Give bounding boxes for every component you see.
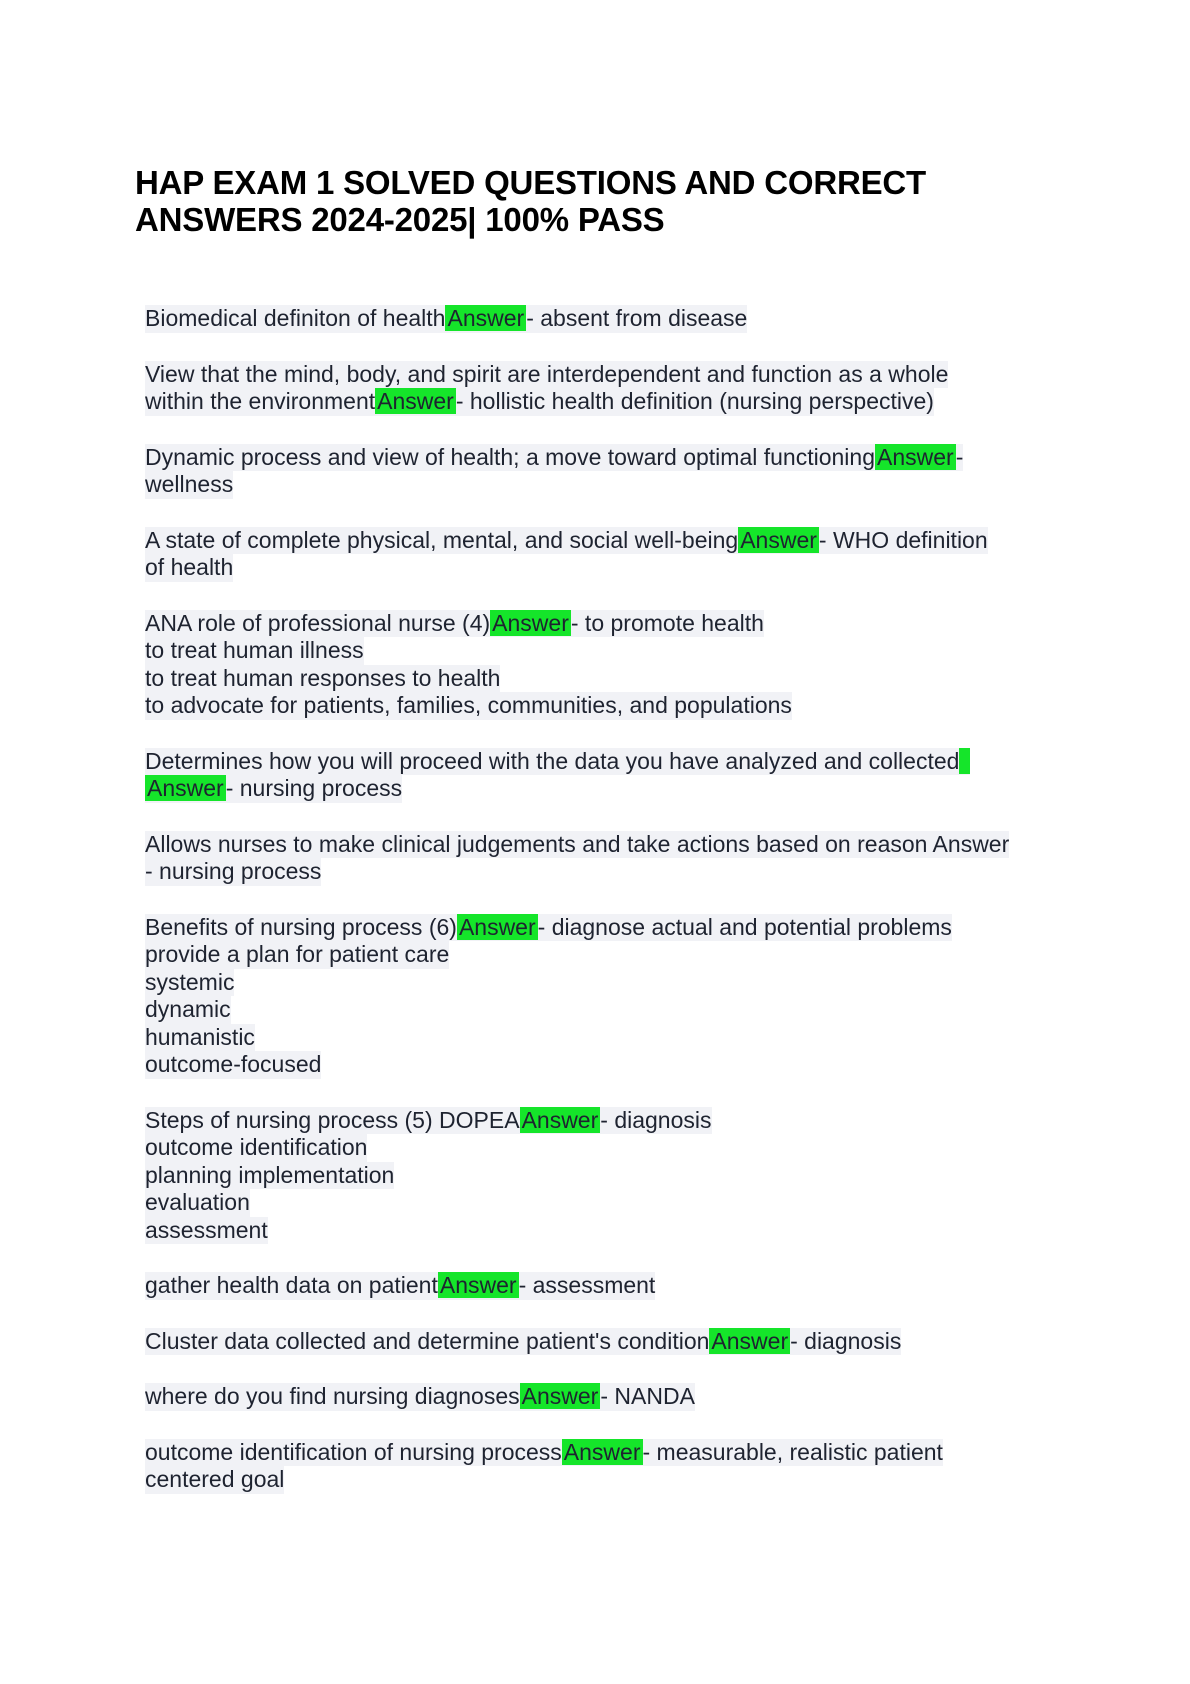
qa-line [145, 692, 792, 720]
question-text: Biomedical definiton of health [145, 305, 446, 331]
answer-text: assessment [145, 1216, 268, 1243]
answer-text: humanistic [145, 1023, 255, 1050]
question-text: Cluster data collected and determine patient's condition [145, 1327, 710, 1354]
qa-line [145, 1134, 367, 1162]
answer-text: centered goal [145, 1466, 285, 1492]
answer-text: - absent from disease [526, 305, 748, 331]
qa-item [145, 1383, 1065, 1411]
qa-line [145, 831, 1009, 859]
answer-text: planning implementation [145, 1161, 395, 1188]
qa-line [145, 1024, 255, 1052]
answer-highlight: Answer [740, 526, 817, 553]
answer-text: - nursing process [225, 775, 403, 801]
highlight-edge [959, 748, 969, 774]
qa-line [145, 388, 934, 416]
answer-highlight: Answer [521, 1106, 599, 1133]
qa-line [145, 1383, 695, 1411]
qa-item [145, 914, 1065, 1079]
answer-text: - diagnose actual and potential problems [537, 913, 952, 940]
answer-highlight: Answer [876, 443, 954, 470]
qa-line [145, 305, 747, 333]
qa-line [145, 665, 500, 693]
qa-item [145, 444, 1065, 499]
answer-text: of health [145, 554, 234, 580]
title-line-2: ANSWERS 2024-2025| 100% PASS [135, 201, 665, 238]
answer-text: systemic [145, 968, 235, 995]
answer-text: - assessment [518, 1272, 656, 1298]
qa-item [145, 527, 1065, 582]
answer-text: outcome-focused [145, 1051, 322, 1077]
qa-line [145, 775, 402, 803]
qa-line [145, 361, 948, 389]
qa-line [145, 969, 234, 997]
qa-line [145, 444, 963, 472]
answer-text: - diagnosis [600, 1106, 712, 1133]
answer-text: - diagnosis [790, 1327, 902, 1354]
answer-text: dynamic [145, 996, 231, 1022]
answer-highlight: Answer [563, 1438, 641, 1465]
answer-text: - nursing process [145, 858, 322, 884]
qa-line [145, 858, 321, 886]
qa-line [145, 941, 449, 969]
document-title [135, 164, 1095, 238]
question-text: where do you find nursing diagnoses [145, 1383, 520, 1409]
qa-line [145, 610, 764, 638]
qa-line [145, 637, 364, 665]
answer-text: to treat human responses to health [145, 664, 501, 691]
question-text: Determines how you will proceed with the data you have analyzed and collected [145, 747, 960, 774]
question-text: outcome identification of nursing process [145, 1438, 562, 1465]
qa-item [145, 1272, 1065, 1300]
qa-line [145, 1328, 901, 1356]
answer-text: - to promote health [570, 609, 764, 636]
answer-highlight: Answer [377, 388, 454, 414]
question-text: ANA role of professional nurse (4) [145, 609, 491, 636]
answer-highlight: Answer [458, 913, 536, 940]
answer-text: outcome identification [145, 1134, 368, 1160]
qa-list [145, 305, 1065, 1522]
question-text: Benefits of nursing process (6) [145, 913, 457, 940]
question-text: A state of complete physical, mental, and social well-being [145, 526, 739, 553]
question-text: Steps of nursing process (5) DOPEA [145, 1106, 520, 1133]
answer-highlight: Answer [147, 775, 224, 801]
answer-text: - hollistic health definition (nursing perspective) [455, 388, 934, 414]
answer-text: - measurable, realistic patient [642, 1438, 943, 1465]
answer-text: wellness [145, 471, 234, 497]
qa-line [145, 1107, 712, 1135]
qa-item [145, 1107, 1065, 1245]
qa-line [145, 1051, 321, 1079]
answer-text: provide a plan for patient care [145, 941, 450, 967]
qa-item [145, 831, 1065, 886]
answer-text: - NANDA [600, 1383, 695, 1409]
answer-highlight: Answer [521, 1383, 599, 1409]
question-text: Dynamic process and view of health; a move toward optimal functioning [145, 443, 875, 470]
qa-line [145, 1272, 655, 1300]
qa-item [145, 1439, 1065, 1494]
qa-item [145, 361, 1065, 416]
answer-text: - WHO definition [818, 526, 988, 553]
title-line-1: HAP EXAM 1 SOLVED QUESTIONS AND CORRECT [135, 164, 927, 201]
qa-line [145, 1189, 250, 1217]
answer-text: evaluation [145, 1189, 250, 1215]
question-text: View that the mind, body, and spirit are interdependent and function as a whole [145, 360, 949, 387]
question-text: within the environment [145, 388, 376, 414]
qa-line [145, 1466, 284, 1494]
qa-line [145, 471, 233, 499]
answer-text: to treat human illness [145, 637, 364, 663]
answer-text: - [955, 443, 964, 470]
qa-line [145, 996, 231, 1024]
qa-line [145, 748, 970, 776]
qa-line [145, 1217, 268, 1245]
qa-item [145, 305, 1065, 333]
answer-highlight: Answer [492, 609, 569, 636]
answer-highlight: Answer [439, 1272, 517, 1298]
qa-line [145, 1439, 943, 1467]
qa-item [145, 1328, 1065, 1356]
answer-highlight: Answer [711, 1327, 789, 1354]
qa-line [145, 554, 233, 582]
question-text: gather health data on patient [145, 1272, 438, 1298]
qa-line [145, 914, 952, 942]
qa-item [145, 610, 1065, 720]
answer-highlight: Answer [447, 305, 525, 331]
qa-line [145, 1162, 394, 1190]
qa-item [145, 748, 1065, 803]
qa-line [145, 527, 988, 555]
question-text: Allows nurses to make clinical judgements and take actions based on reason Answer [145, 830, 1010, 857]
answer-text: to advocate for patients, families, communities, and populations [145, 692, 792, 718]
